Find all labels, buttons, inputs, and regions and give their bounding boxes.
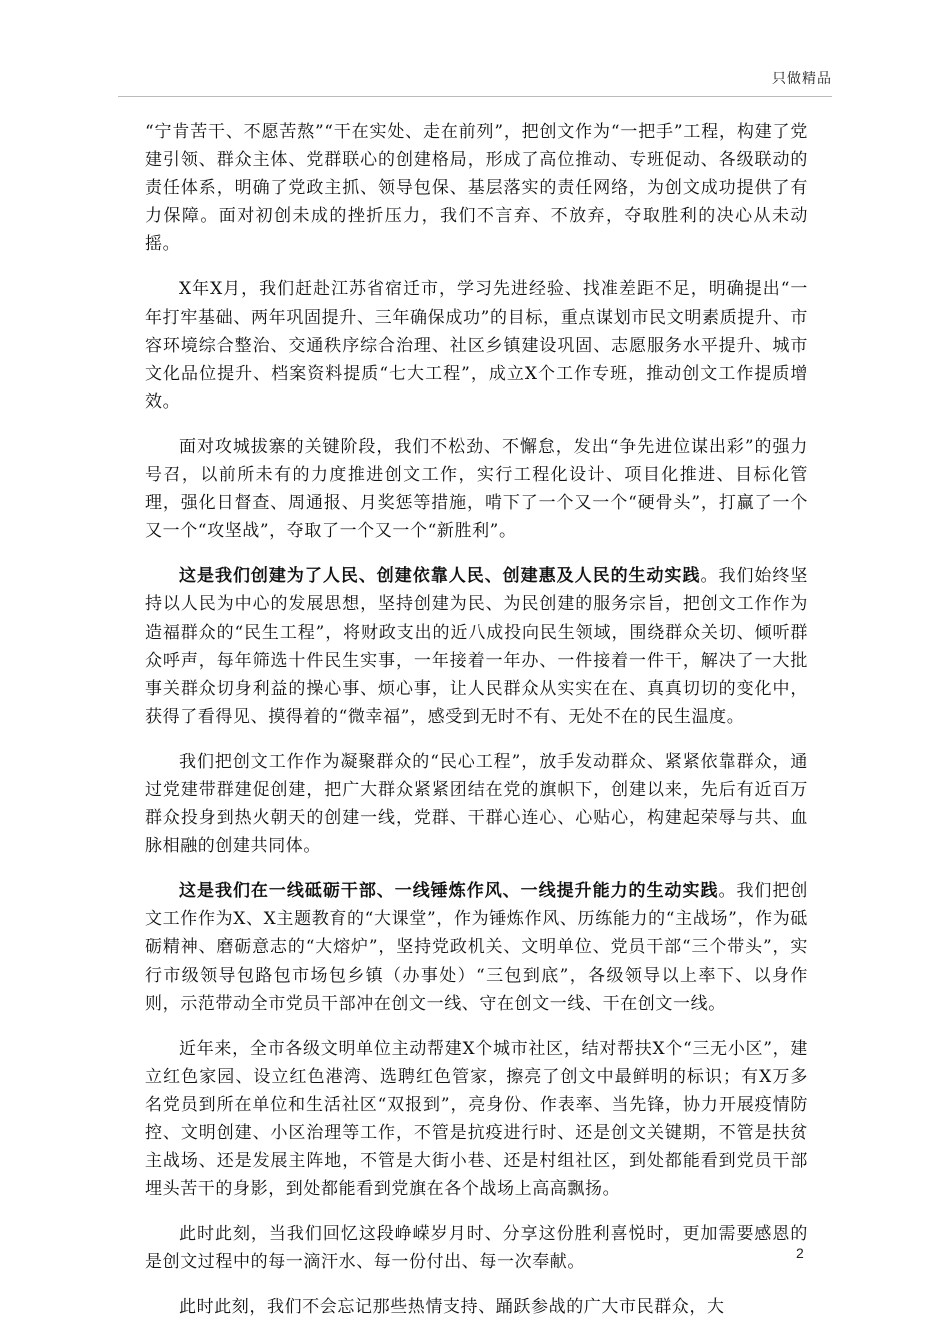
page-number: 2 (796, 1245, 804, 1261)
paragraph-text: 此时此刻，我们不会忘记那些热情支持、踊跃参战的广大市民群众，大 (179, 1297, 725, 1318)
paragraph-2 (145, 275, 808, 415)
page-header: 只做精品 (772, 71, 832, 87)
paragraph-text: 此时此刻，当我们回忆这段峥嵘岁月时、分享这份胜利喜悦时，更加需要感恩的是创文过程中的每一滴汗水、每一份付出、每一次奉献。 (145, 1224, 808, 1273)
paragraph-9 (145, 1293, 808, 1321)
paragraph-text: 。我们始终坚持以人民为中心的发展思想，坚持创建为民、为民创建的服务宗旨，把创文工作作为造福群众的“民生工程”，将财政支出的近八成投向民生领域，围绕群众关切、倾听群众呼声，每年筛选十件民生实事，一年接着一年办、一件接着一件干，解决了一大批事关群众切身利益的操心事、烦心事，让人民群众从实实在在、真真切切的变化中，获得了看得见、摸得着的“微幸福”，感受到无时不有、无处不在的民生温度。 (145, 566, 808, 727)
paragraph-text: “宁肯苦干、不愿苦熬”“干在实处、走在前列”，把创文作为“一把手”工程，构建了党建引领、群众主体、党群联心的创建格局，形成了高位推动、专班促动、各级联动的责任体系，明确了党政主抓、领导包保、基层落实的责任网络，为创文成功提供了有力保障。面对初创未成的挫折压力，我们不言弃、不放弃，夺取胜利的决心从未动摇。 (145, 122, 808, 255)
paragraph-lead-sentence: 这是我们在一线砥砺干部、一线锤炼作风、一线提升能力的生动实践 (179, 881, 719, 902)
paragraph-text: 近年来，全市各级文明单位主动帮建X个城市社区，结对帮扶X个“三无小区”，建立红色家园、设立红色港湾、选聘红色管家，擦亮了创文中最鲜明的标识；有X万多名党员到所在单位和生活社区“双报到”，亮身份、作表率、当先锋，协力开展疫情防控、文明创建、小区治理等工作，不管是抗疫进行时、还是创文关键期，不管是扶贫主战场、还是发展主阵地，不管是大街小巷、还是村组社区，到处都能看到党员干部埋头苦干的身影，到处都能看到党旗在各个战场上高高飘扬。 (145, 1038, 808, 1200)
paragraph-text: 面对攻城拔寨的关键阶段，我们不松劲、不懈怠，发出“争先进位谋出彩”的强力号召，以前所未有的力度推进创文工作，实行工程化设计、项目化推进、目标化管理，强化日督查、周通报、月奖惩等措施，啃下了一个又一个“硬骨头”，打赢了一个又一个“攻坚战”，夺取了一个又一个“新胜利”。 (145, 436, 808, 542)
paragraph-text: X年X月，我们赶赴江苏省宿迁市，学习先进经验、找准差距不足，明确提出“一年打牢基础、两年巩固提升、三年确保成功”的目标，重点谋划市民文明素质提升、市容环境综合整治、交通秩序综合治理、社区乡镇建设巩固、志愿服务水平提升、城市文化品位提升、档案资料提质“七大工程”，成立X个工作专班，推动创文工作提质增效。 (145, 279, 808, 412)
paragraph-lead-sentence: 这是我们创建为了人民、创建依靠人民、创建惠及人民的生动实践 (179, 566, 701, 587)
paragraph-text: 。我们把创文工作作为X、X主题教育的“大课堂”，作为锤炼作风、历练能力的“主战场”，作为砥砺精神、磨砺意志的“大熔炉”，坚持党政机关、文明单位、党员干部“三个带头”，实行市级领导包路包市场包乡镇（办事处）“三包到底”，各级领导以上率下、以身作则，示范带动全市党员干部冲在创文一线、守在创文一线、干在创文一线。 (145, 881, 808, 1014)
paragraph-6 (145, 877, 808, 1017)
paragraph-5 (145, 748, 808, 860)
paragraph-1 (145, 118, 808, 258)
paragraph-3 (145, 433, 808, 545)
header-divider (118, 96, 832, 97)
document-body (145, 118, 808, 1339)
paragraph-8 (145, 1220, 808, 1276)
paragraph-text: 我们把创文工作作为凝聚群众的“民心工程”，放手发动群众、紧紧依靠群众，通过党建带群建促创建，把广大群众紧紧团结在党的旗帜下，创建以来，先后有近百万群众投身到热火朝天的创建一线，党群、干群心连心、心贴心，构建起荣辱与共、血脉相融的创建共同体。 (145, 751, 808, 857)
paragraph-7 (145, 1035, 808, 1204)
paragraph-4 (145, 562, 808, 731)
